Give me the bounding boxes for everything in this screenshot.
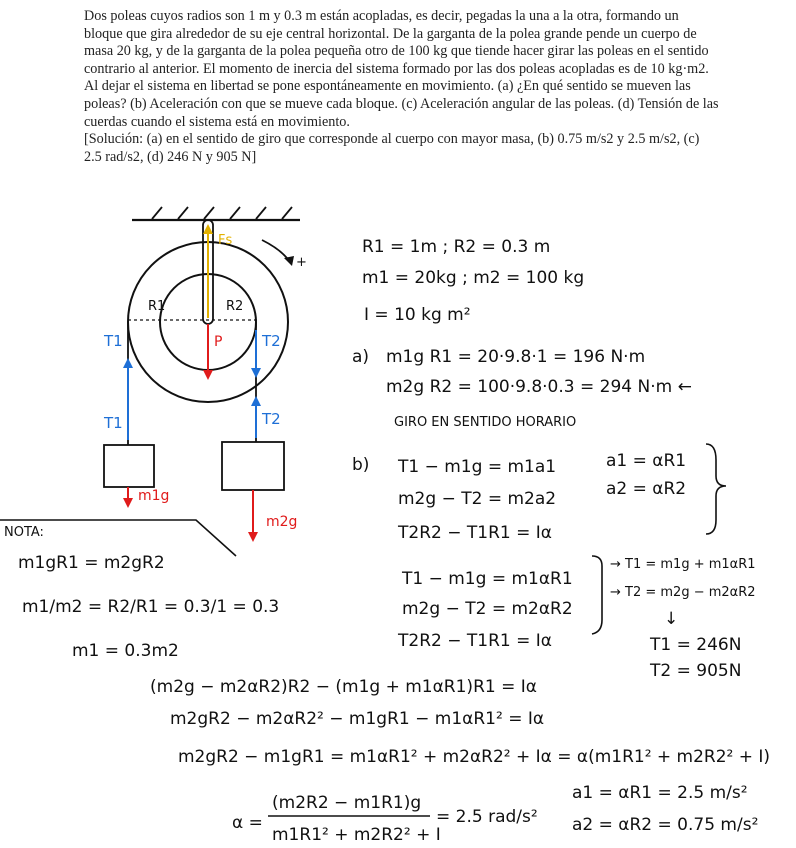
- a1-value: a1 = αR1 = 2.5 m/s²: [572, 783, 748, 803]
- part-a-line-1: m1g R1 = 20·9.8·1 = 196 N·m: [386, 347, 646, 367]
- mass-1-box: [104, 445, 154, 487]
- given-data: [362, 237, 584, 325]
- alpha-denominator: m1R1² + m2R2² + I: [272, 825, 441, 845]
- given-inertia: I = 10 kg m²: [364, 305, 471, 325]
- nota-section: [0, 520, 279, 661]
- nota-title: NOTA:: [4, 525, 44, 540]
- part-a-line-2: m2g R2 = 100·9.8·0.3 = 294 N·m ←: [386, 377, 692, 397]
- part-b-eq-2: m2g − T2 = m2a2: [398, 489, 557, 509]
- part-b-eq-3: T2R2 − T1R1 = Iα: [398, 523, 552, 543]
- part-b-label: b): [352, 455, 370, 475]
- t1-label-lower: T1: [104, 414, 123, 432]
- part-b-sub-2: m2g − T2 = m2αR2: [402, 599, 573, 619]
- derivation-line-1: (m2g − m2αR2)R2 − (m1g + m1αR1)R1 = Iα: [150, 677, 537, 697]
- pulley-diagram: [103, 207, 307, 542]
- t2-label-lower: T2: [262, 410, 281, 428]
- part-b: [352, 444, 756, 681]
- part-a-label: a): [352, 347, 370, 367]
- ceiling-hatching: [152, 207, 292, 219]
- derivation: [150, 677, 770, 845]
- m1g-label: m1g: [138, 488, 170, 504]
- part-b-sub-3: T2R2 − T1R1 = Iα: [398, 631, 552, 651]
- part-b-down-arrow: ↓: [664, 609, 679, 629]
- nota-line-3: m1 = 0.3m2: [72, 641, 179, 661]
- part-b-acc-2: a2 = αR2: [606, 479, 687, 499]
- alpha-value: = 2.5 rad/s²: [436, 807, 538, 827]
- weight-p-label: P: [214, 334, 223, 350]
- problem-text: Dos poleas cuyos radios son 1 m y 0.3 m están acopladas, es decir, pegadas la una a la otra, formando un bloque que gira alrededor de su eje central horizontal. De la garganta de la polea grande pende un cuerpo de masa 20 kg, y de la garganta de la polea pequeña otro de 100 kg que tiende hacer girar las poleas en el sentido contrario al anterior. El momento de inercia del sistema formado por las dos poleas acopladas es de 10 kg·m2. Al dejar el sistema en libertad se pone espontáneamente en movimiento. (a) ¿En qué sentido se mueven las poleas? (b) Aceleración con que se mueve cada bloque. (c) Aceleración angular de las poleas. (d) Tensión de las cuerdas cuando el sistema está en movimiento.: [84, 8, 719, 130]
- part-b-t2-value: T2 = 905N: [650, 661, 742, 681]
- rotation-positive-label: +: [296, 255, 307, 270]
- r1-label: R1: [148, 299, 166, 314]
- t2-label-upper: T2: [262, 332, 281, 350]
- given-masses: m1 = 20kg ; m2 = 100 kg: [362, 268, 585, 288]
- fs-label: Fs: [218, 233, 233, 248]
- part-b-t2-expr: → T2 = m2g − m2αR2: [610, 585, 756, 600]
- sub-brace: [592, 556, 602, 634]
- part-b-t1-expr: → T1 = m1g + m1αR1: [610, 557, 756, 572]
- nota-line-1: m1gR1 = m2gR2: [18, 553, 165, 573]
- derivation-line-2: m2gR2 − m2αR2² − m1gR1 − m1αR1² = Iα: [170, 709, 545, 729]
- derivation-line-3: m2gR2 − m1gR1 = m1αR1² + m2αR2² + Iα = α(m1R1² + m2R2² + I): [178, 747, 770, 767]
- alpha-lhs: α =: [232, 813, 263, 833]
- weight-p-arrowhead: [203, 370, 213, 380]
- t1-label-upper: T1: [104, 332, 123, 350]
- part-a-line-3: GIRO EN SENTIDO HORARIO: [394, 415, 577, 430]
- nota-line-2: m1/m2 = R2/R1 = 0.3/1 = 0.3: [22, 597, 280, 617]
- problem-solution: [Solución: (a) en el sentido de giro que corresponde al cuerpo con mayor masa, (b) 0.75 m/s2 y 2.5 m/s2, (c) 2.5 rad/s2, (d) 246 N y 905 N]: [84, 131, 700, 165]
- given-radii: R1 = 1m ; R2 = 0.3 m: [362, 237, 551, 257]
- mass-2-box: [222, 442, 284, 490]
- part-b-sub-1: T1 − m1g = m1αR1: [402, 569, 573, 589]
- part-b-eq-1: T1 − m1g = m1a1: [398, 457, 557, 477]
- fs-arrowhead: [203, 224, 213, 234]
- a2-value: a2 = αR2 = 0.75 m/s²: [572, 815, 759, 835]
- alpha-numerator: (m2R2 − m1R1)g: [272, 793, 422, 813]
- r2-label: R2: [226, 299, 244, 314]
- m2g-label: m2g: [266, 514, 298, 530]
- part-a: [352, 347, 692, 430]
- system-brace: [706, 444, 726, 534]
- part-b-acc-1: a1 = αR1: [606, 451, 687, 471]
- part-b-t1-value: T1 = 246N: [650, 635, 742, 655]
